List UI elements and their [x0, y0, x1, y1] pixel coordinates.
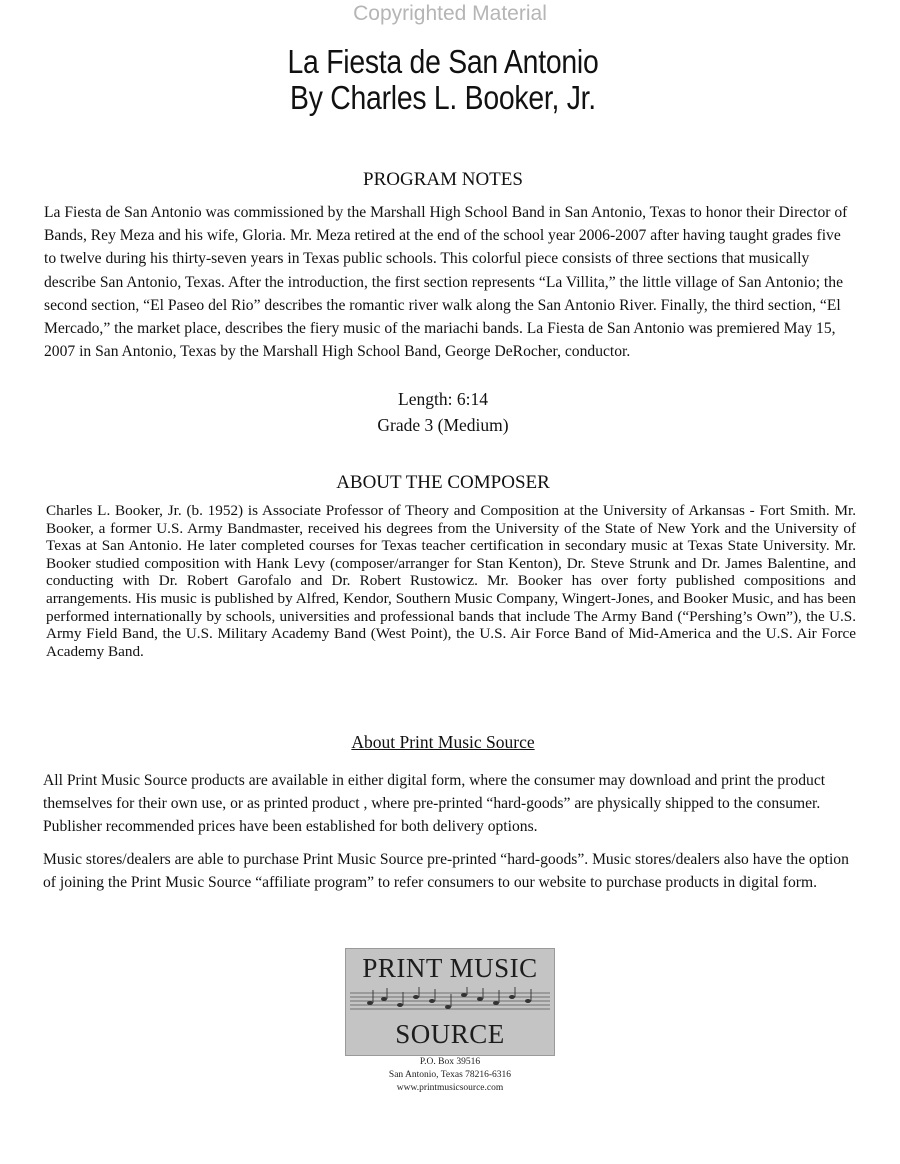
program-notes-heading: PROGRAM NOTES [363, 169, 523, 190]
logo-line-1: PRINT MUSIC [362, 953, 538, 983]
title-line-1: La Fiesta de San Antonio [287, 43, 599, 80]
logo-line-2: SOURCE [395, 1019, 505, 1049]
music-staff-icon [350, 987, 550, 1017]
program-notes-text: La Fiesta de San Antonio was commissioned by the Marshall High School Band in San Antonio, Texas to honor their Director of Bands, Rey Meza and his wife, Gloria. Mr. Meza retired at the end of the school year 2006-2007 after having taught grades five to twelve during his thirty-seven years in Texas public schools. This colorful piece consists of three sections that musically describe San Antonio, Texas. After the introduction, the first section represents “La Villita,” the little village of San Antonio; the second section, “El Paseo del Rio” describes the romantic river walk along the San Antonio River. Finally, the third section, “El Mercado,” the market place, describes the fiery music of the mariachi bands. La Fiesta de San Antonio was premiered May 15, 2007 in San Antonio, Texas by the Marshall High School Band, George DeRocher, conductor. [44, 204, 848, 361]
address-line-2: San Antonio, Texas 78216-6316 [388, 1070, 512, 1080]
print-music-source-logo [345, 948, 555, 1056]
page-title [62, 44, 824, 116]
title-line-2: By Charles L. Booker, Jr. [290, 79, 596, 116]
about-pms-paragraph-2: Music stores/dealers are able to purchase Print Music Source pre-printed “hard-goods”. Music stores/dealers also have the option of joining the Print Music Source “affiliate program” to refer consumers to our website to purchase products in digital form. [43, 851, 849, 892]
about-print-music-source-heading: About Print Music Source [351, 732, 535, 752]
website-link[interactable]: www.printmusicsource.com [396, 1083, 504, 1093]
length-label: Length: 6:14 [398, 389, 488, 409]
address-line-1: P.O. Box 39516 [419, 1057, 481, 1067]
about-pms-paragraph-1: All Print Music Source products are available in either digital form, where the consumer may download and print the product themselves for their own use, or as printed product , where pre-printed “hard-goods” are physically shipped to the consumer. Publisher recommended prices have been established for both delivery options. [43, 772, 826, 836]
about-composer-text: Charles L. Booker, Jr. (b. 1952) is Associate Professor of Theory and Composition at the University of Arkansas - Fort Smith. Mr. Booker, a former U.S. Army Bandmaster, received his degrees from the University of the State of New York and the University of Texas at San Antonio. He later completed courses for Texas teacher certification in secondary music at Texas State University. Mr. Booker studied composition with Hank Levy (composer/arranger for Stan Kenton), Dr. Steve Strunk and Dr. James Balentine, and conducting with Dr. Robert Garofalo and Dr. Robert Rustowicz. Mr. Booker has over forty published compositions and arrangements. His music is published by Alfred, Kendor, Southern Music Company, Wingert-Jones, and Booker Music, and has been performed internationally by schools, universities and professional bands that include The Army Band (“Pershing’s Own”), the U.S. Army Field Band, the U.S. Military Academy Band (West Point), the U.S. Air Force Band of Mid-America and the U.S. Air Force Academy Band. [46, 502, 856, 660]
about-composer-heading: ABOUT THE COMPOSER [336, 472, 550, 493]
copyright-watermark: Copyrighted Material [353, 2, 547, 25]
grade-label: Grade 3 (Medium) [377, 415, 509, 435]
